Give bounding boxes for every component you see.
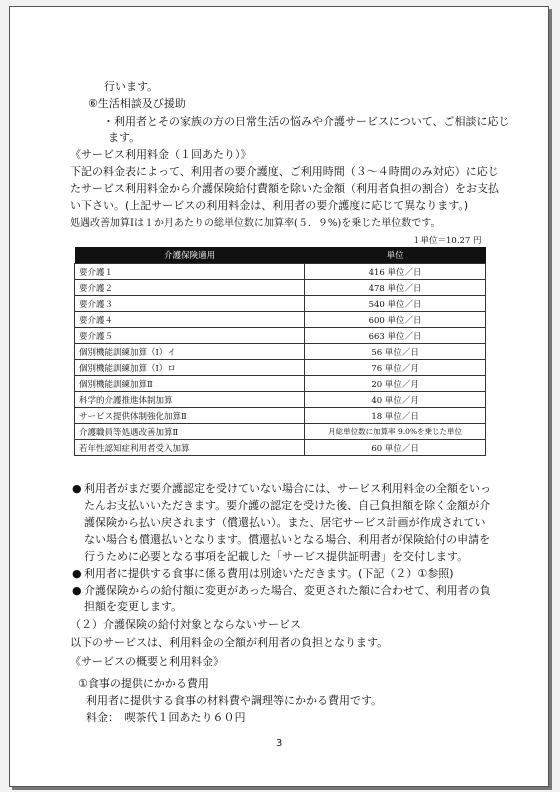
service-cell: 要介護３	[75, 296, 305, 312]
table-row	[75, 408, 486, 424]
table-row	[75, 328, 486, 344]
text-line: 行います。	[104, 80, 159, 93]
unit-cell: 600 単位／日	[305, 312, 486, 328]
text-line: 処遇改善加算Ⅰは１か月あたりの総単位数に加算率(５．９%)を乗じた単位数です。	[70, 218, 441, 229]
service-cell: 科学的介護推進体制加算	[75, 392, 305, 408]
note-line: 行うために必要となる事項を記載した「サービス提供証明書」を交付します。	[84, 550, 469, 563]
note-line: ない場合も償還払いとなります。償還払いとなる場合、利用者が保険給付の申請を	[84, 533, 491, 546]
service-cell: 要介護１	[75, 264, 305, 280]
service-cell: 個別機能訓練加算Ⅱ	[75, 376, 305, 392]
unit-note: １単位＝10.27 円	[412, 236, 482, 246]
note-line: 介護保険からの給付額に変更があった場合、変更された額に合わせて、利用者の負	[84, 584, 491, 597]
note-line: 護保険から払い戻されます（償還払い）。また、居宅サービス計画が作成されてい	[84, 516, 486, 529]
header-cell: 単位	[305, 247, 486, 264]
text-line: 下記の料金表によって、利用者の要介護度、ご利用時間（３～４時間のみ対応）に応じ	[70, 165, 499, 178]
section-heading: ⑥生活相談及び援助	[88, 97, 186, 110]
table-row	[75, 360, 486, 376]
unit-cell: 56 単位／日	[305, 344, 486, 360]
table-row	[75, 392, 486, 408]
fee-table	[74, 247, 486, 456]
page-number: 3	[276, 738, 283, 749]
unit-cell: 40 単位／月	[305, 392, 486, 408]
sub-heading: ①食事の提供にかかる費用	[78, 677, 209, 690]
section-heading: 《サービスの概要と利用料金》	[70, 655, 224, 668]
service-cell: 要介護２	[75, 280, 305, 296]
service-cell: 個別機能訓練加算（Ⅰ）ロ	[75, 360, 305, 376]
bullet-icon: ●	[72, 584, 82, 597]
text-line: ます。	[108, 131, 141, 144]
unit-cell: 478 単位／日	[305, 280, 486, 296]
bullet-icon: ●	[72, 567, 82, 580]
table-row	[75, 312, 486, 328]
service-cell: 介護職員等処遇改善加算Ⅱ	[75, 424, 305, 440]
text-line: 以下のサービスは、利用料金の全額が利用者の負担となります。	[70, 636, 389, 649]
note-line: 利用者がまだ要介護認定を受けていない場合には、サービス利用料金の全額をいっ	[84, 482, 491, 495]
header-cell: 介護保険適用	[75, 247, 305, 264]
service-cell: サービス提供体制強化加算Ⅱ	[75, 408, 305, 424]
unit-cell: 663 単位／日	[305, 328, 486, 344]
unit-cell: 76 単位／月	[305, 360, 486, 376]
table-row	[75, 264, 486, 280]
table-row	[75, 280, 486, 296]
table-row	[75, 344, 486, 360]
price-line: 料金： 喫茶代１回あたり６０円	[86, 711, 246, 724]
unit-cell: 18 単位／日	[305, 408, 486, 424]
text-line: 利用者に提供する食事の材料費や調理等にかかる費用です。	[86, 694, 383, 707]
table-row	[75, 424, 486, 440]
bullet-icon: ●	[72, 482, 82, 495]
table-row	[75, 376, 486, 392]
unit-cell: 540 単位／日	[305, 296, 486, 312]
section-heading: （２）介護保険の給付対象とならないサービス	[70, 618, 301, 631]
service-cell: 要介護４	[75, 312, 305, 328]
unit-cell: 月総単位数に加算率 9.0%を乗じた単位	[305, 424, 486, 440]
text-line: ・利用者とその家族の方の日常生活の悩みや介護サービスについて、ご相談に応じ	[103, 115, 510, 128]
text-line: い下さい。(上記サービスの利用料金は、利用者の要介護度に応じて異なります。)	[70, 199, 469, 212]
unit-cell: 60 単位／日	[305, 440, 486, 456]
text-line: たサービス利用料金から介護保険給付費額を除いた金額（利用者負担の割合）をお支払	[70, 182, 499, 195]
note-line: たんお支払いいただきます。要介護の認定を受けた後、自己負担額を除く金額が介	[84, 499, 491, 512]
service-cell: 個別機能訓練加算（Ⅰ）イ	[75, 344, 305, 360]
service-cell: 要介護５	[75, 328, 305, 344]
section-heading: 《サービス利用料金（１回あたり）》	[70, 148, 252, 161]
unit-cell: 416 単位／日	[305, 264, 486, 280]
service-cell: 若年性認知症利用者受入加算	[75, 440, 305, 456]
table-row	[75, 296, 486, 312]
note-line: 利用者に提供する食事に係る費用は別途いただきます。(下記（２）①参照)	[84, 567, 454, 580]
unit-cell: 20 単位／月	[305, 376, 486, 392]
note-line: 担額を変更します。	[84, 600, 183, 613]
table-row	[75, 440, 486, 456]
